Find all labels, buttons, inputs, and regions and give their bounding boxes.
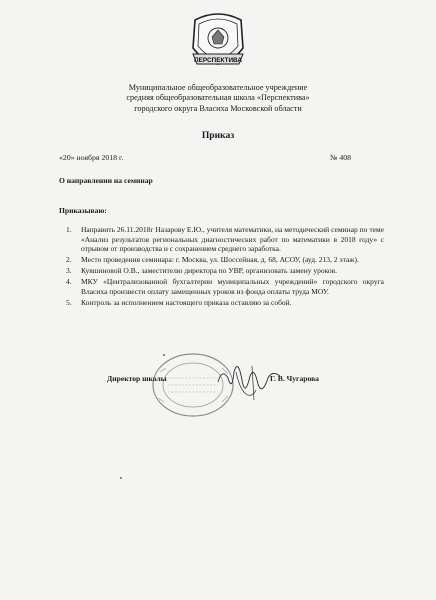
item-number: 3. (66, 266, 72, 276)
item-text: Контроль за исполнением настоящего приказа оставляю за собой. (81, 298, 292, 308)
list-item (59, 298, 384, 308)
org-line-1: Муниципальное общеобразовательное учреждение (128, 83, 308, 92)
order-items-list (59, 225, 384, 309)
item-text: Направить 26.11.2018г Назарову Е.Ю., учителя математики, на методический семинар по теме «Анализ результатов региональных диагностических работ по математики в 2018 году» с отрывом от производства и с сохранением среднего заработка. (81, 225, 384, 254)
order-date: «20» ноября 2018 г. (59, 153, 124, 162)
org-line-3: городского округа Власиха Московской области (134, 103, 302, 113)
item-number: 2. (66, 255, 72, 265)
list-item (59, 277, 384, 296)
organization-header (0, 83, 436, 114)
item-number: 5. (66, 298, 72, 308)
list-item (59, 266, 384, 276)
handwritten-signature (212, 360, 286, 406)
item-number: 4. (66, 277, 72, 287)
scan-speck (163, 354, 165, 356)
item-number: 1. (66, 225, 72, 234)
emblem-banner-text: ПЕРСПЕКТИВА (194, 57, 242, 64)
list-item (59, 255, 384, 265)
item-text: Место проведения семинара: г. Москва, ул. Шоссейная, д. 68, АСОУ, (ауд. 213, 2 этаж). (81, 255, 359, 265)
item-text: Кувшиновой О.В., заместителю директора по УВР, организовать замену уроков. (81, 266, 338, 276)
scan-speck (120, 477, 122, 479)
item-text: МКУ «Централизованной бухгалтерии муниципальных учреждений» городского округа Власиха произвести оплату замещенных уроков из фонда оплаты труда МОУ. (81, 277, 384, 297)
school-emblem-logo (187, 10, 249, 76)
order-subject: О направлении на семинар (59, 176, 153, 185)
org-line-2: средняя общеобразовательная школа «Перспектива» (126, 93, 310, 103)
signatory-name: Г. В. Чугарова (270, 374, 319, 383)
signatory-role: Директор школы (107, 374, 167, 383)
order-number: № 408 (330, 153, 352, 162)
list-item (59, 225, 384, 254)
order-directive: Приказываю: (59, 206, 107, 215)
document-title: Приказ (201, 130, 235, 141)
